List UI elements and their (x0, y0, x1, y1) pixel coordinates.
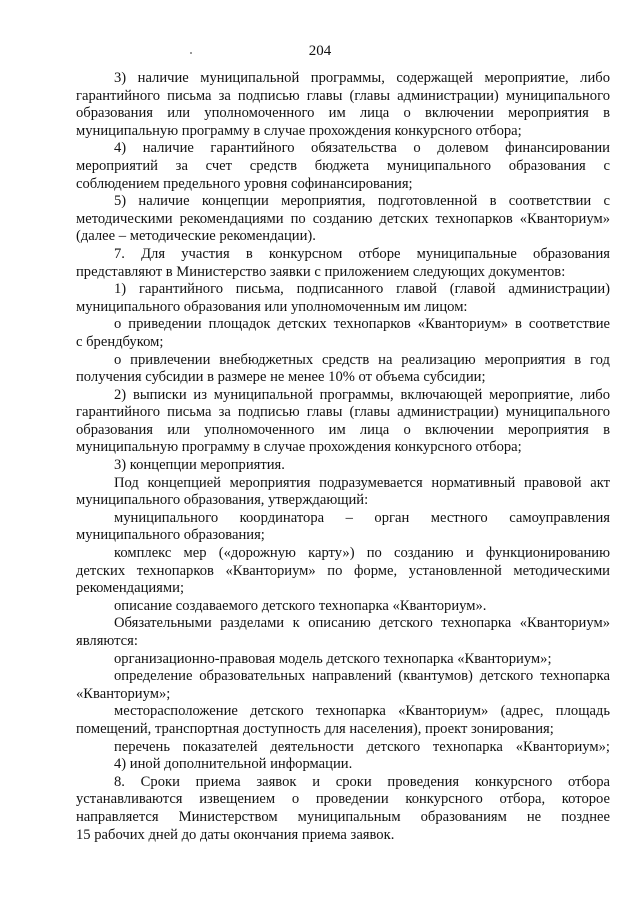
text-line: устанавливаются извещением о проведении конкурсного отбора, которое (76, 791, 610, 808)
text-line: Под концепцией мероприятия подразумевается нормативный правовой акт (114, 474, 610, 491)
text-line: 4) наличие гарантийного обязательства о долевом финансировании (114, 140, 610, 157)
text-line: являются: (76, 633, 138, 649)
text-line: муниципальную программу в случае прохождения конкурсного отбора; (76, 122, 522, 139)
text-line: 1) гарантийного письма, подписанного главой (главой администрации) (114, 281, 610, 298)
text-line: 2) выписки из муниципальной программы, включающей мероприятие, либо (114, 386, 610, 403)
text-line: рекомендациями; (76, 580, 184, 597)
page-number: 204 (308, 43, 332, 59)
text-line: 5) наличие концепции мероприятия, подготовленной в соответствии с (114, 193, 610, 210)
text-line: о приведении площадок детских технопарков «Кванториум» в соответствие (114, 316, 610, 333)
text-line: описание создаваемого детского технопарка «Кванториум». (114, 597, 487, 614)
text-line: муниципального координатора – орган местного самоуправления (114, 509, 610, 526)
text-line: муниципального образования; (76, 527, 265, 544)
text-line: муниципального образования, утверждающий: (76, 492, 369, 509)
text-line: направляется Министерством муниципальным образованиям не позднее (76, 808, 610, 825)
scan-speck (190, 52, 192, 54)
text-line: организационно-правовая модель детского технопарка «Кванториум»; (114, 650, 552, 667)
text-line: представляют в Министерство заявки с приложением следующих документов: (76, 263, 566, 280)
text-line: образования или уполномоченного им лица о включении мероприятия в (76, 105, 610, 122)
text-line: детских технопарков «Кванториум» по форме, установленной методическими (76, 562, 610, 579)
text-line: с брендбуком; (76, 333, 164, 350)
text-line: гарантийного письма за подписью главы (главы администрации) муниципального (76, 404, 610, 421)
text-line: соблюдением предельного уровня софинансирования; (76, 175, 413, 192)
text-line: о привлечении внебюджетных средств на реализацию мероприятия в год (114, 351, 610, 368)
text-line: (далее – методические рекомендации). (76, 228, 316, 245)
text-line: получения субсидии в размере не менее 10% от объема субсидии; (76, 369, 486, 386)
text-line: муниципальную программу в случае прохождения конкурсного отбора; (76, 439, 522, 456)
text-line: «Кванториум»; (76, 685, 171, 702)
text-line: Обязательными разделами к описанию детского технопарка «Кванториум» (114, 615, 610, 632)
text-line: образования или уполномоченного им лица о включении мероприятия в (76, 421, 610, 438)
text-line: комплекс мер («дорожную карту») по созданию и функционированию (114, 545, 610, 562)
text-line: определение образовательных направлений (квантумов) детского технопарка (114, 668, 610, 685)
text-line: 3) наличие муниципальной программы, содержащей мероприятие, либо (114, 70, 610, 86)
text-line: перечень показателей деятельности детского технопарка «Кванториум»; (114, 738, 610, 755)
text-line: 3) концепции мероприятия. (114, 457, 285, 474)
text-line: методическими рекомендациями по созданию детских технопарков «Кванториум» (76, 210, 610, 227)
text-line: мероприятий за счет средств бюджета муниципального образования с (76, 157, 610, 174)
text-line: 4) иной дополнительной информации. (114, 756, 353, 773)
text-line: 7. Для участия в конкурсном отборе муниципальные образования (114, 245, 610, 262)
text-line: 8. Сроки приема заявок и сроки проведения конкурсного отбора (114, 773, 610, 790)
text-line: 15 рабочих дней до даты окончания приема заявок. (76, 826, 395, 843)
text-line: гарантийного письма за подписью главы (главы администрации) муниципального (76, 87, 610, 104)
document-body (76, 70, 610, 844)
text-line: муниципального образования или уполномоченным им лицом: (76, 298, 468, 315)
text-line: месторасположение детского технопарка «Кванториум» (адрес, площадь (114, 703, 610, 720)
text-line: помещений, транспортная доступность для населения), проект зонирования; (76, 720, 554, 737)
